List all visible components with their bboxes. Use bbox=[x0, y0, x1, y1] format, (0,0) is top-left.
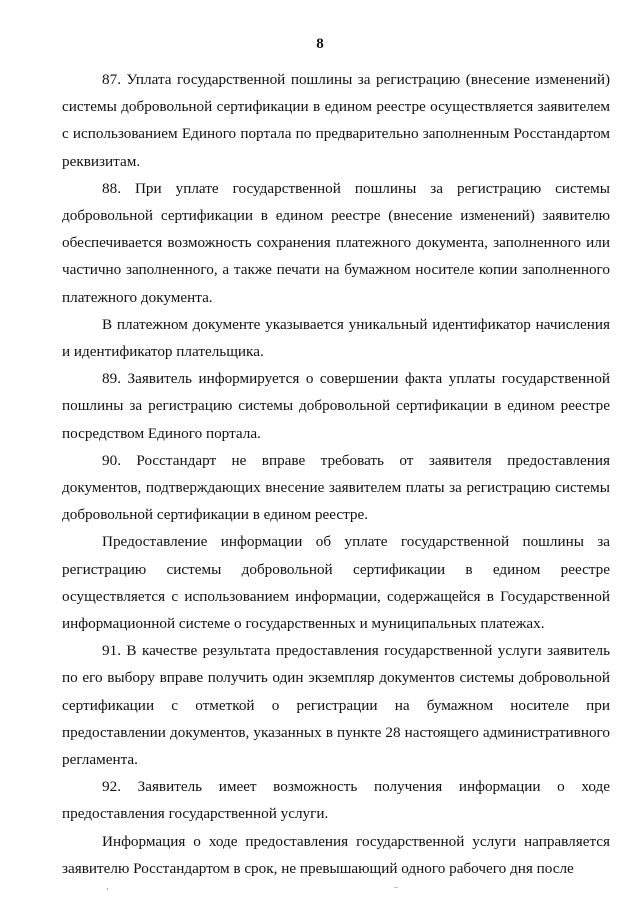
paragraph-92: 92. Заявитель имеет возможность получения информации о ходе предоставления государственной услуги. bbox=[62, 778, 610, 823]
paragraph-91: 91. В качестве результата предоставления государственной услуги заявитель по его выбору вправе получить один экземпляр документов системы добровольной сертификации с отметкой о регистрации на бумажном носителе при предоставлении документов, указанных в пункте 28 настоящего административного регламента. bbox=[62, 642, 610, 769]
scan-speck-right: – bbox=[394, 882, 398, 891]
paragraph-payment-information: Предоставление информации об уплате государственной пошлины за регистрацию системы добровольной сертификации в едином реестре осуществляется с использованием информации, содержащейся в Государственной информационной системе о государственных и муниципальных платежах. bbox=[62, 533, 610, 633]
paragraph-payment-identifier: В платежном документе указывается уникальный идентификатор начисления и идентификатор плательщика. bbox=[62, 315, 610, 361]
paragraph-88: 88. При уплате государственной пошлины за регистрацию системы добровольной сертификации в едином реестре (внесение изменений) заявителю обеспечивается возможность сохранения платежного документа, заполненного или частично заполненного, а также печати на бумажном носителе копии заполненного платежного документа. bbox=[62, 179, 610, 306]
paragraph-87: 87. Уплата государственной пошлины за регистрацию (внесение изменений) системы добровольной сертификации в едином реестре осуществляется заявителем с использованием Единого портала по предварительно заполненным Росстандартом реквизитам. bbox=[62, 71, 610, 170]
document-body bbox=[62, 66, 610, 882]
page-number: 8 bbox=[316, 36, 324, 52]
paragraph-service-progress: Информация о ходе предоставления государственной услуги направляется заявителю Росстандартом в срок, не превышающий одного рабочего дня после bbox=[62, 832, 610, 877]
paragraph-89: 89. Заявитель информируется о совершении факта уплаты государственной пошлины за регистрацию системы добровольной сертификации в едином реестре посредством Единого портала. bbox=[62, 370, 610, 442]
paragraph-90: 90. Росстандарт не вправе требовать от заявителя предоставления документов, подтверждающих внесение заявителем платы за регистрацию системы добровольной сертификации в едином реестре. bbox=[62, 451, 610, 524]
scan-speck-left: ‚ bbox=[106, 882, 109, 891]
